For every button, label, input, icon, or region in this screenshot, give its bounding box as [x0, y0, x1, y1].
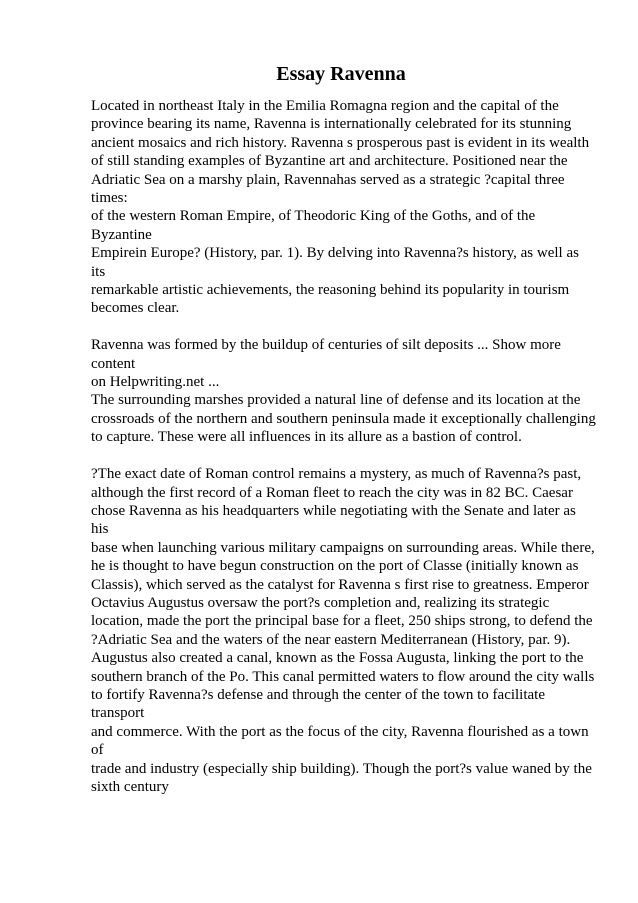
paragraph-intro: Located in northeast Italy in the Emilia Romagna region and the capital of the province bearing its name, Ravenna is internationally celebrated for its stunning ancient mosaics and rich history. Ravenna s prosperous past is evident in its wealth of still standing examples of Byzantine art and architecture. Positioned near the Adriatic Sea on a marshy plain, Ravennahas served as a strategic ?capital three times: of the western Roman Empire, of Theodoric King of the Goths, and of the Byzantine Empirein Europe? (History, par. 1). By delving into Ravenna?s history, as well as its remarkable artistic achievements, the reasoning behind its popularity in tourism becomes clear. — [91, 98, 590, 317]
paragraph-roman-control: ?The exact date of Roman control remains a mystery, as much of Ravenna?s past, although the first record of a Roman fleet to reach the city was in 82 BC. Caesar chose Ravenna as his headquarters while negotiating with the Senate and later as his base when launching various military campaigns on surrounding areas. While there, he is thought to have begun construction on the port of Classe (initially known as Classis), which served as the catalyst for Ravenna s first rise to greatness. Emperor Octavius Augustus oversaw the port?s completion and, realizing its strategic location, made the port the principal base for a fleet, 250 ships strong, to defend the ?Adriatic Sea and the waters of the near eastern Mediterranean (History, par. 9). Augustus also created a canal, known as the Fossa Augusta, linking the port to the southern branch of the Po. This canal permitted waters to flow around the city walls to fortify Ravenna?s defense and through the center of the town to facilitate transport and commerce. With the port as the focus of the city, Ravenna flourished as a town of trade and industry (especially ship building). Though the port?s value waned by the sixth century — [91, 466, 595, 795]
document-body — [91, 97, 596, 815]
paragraph-formation: Ravenna was formed by the buildup of centuries of silt deposits ... Show more content on Helpwriting.net ... — [91, 337, 561, 391]
document-title: Essay Ravenna — [276, 63, 406, 85]
paragraph-defense: The surrounding marshes provided a natural line of defense and its location at the crossroads of the northern and southern peninsula made it exceptionally challenging to capture. These were all influences in its allure as a bastion of control. — [91, 392, 596, 446]
